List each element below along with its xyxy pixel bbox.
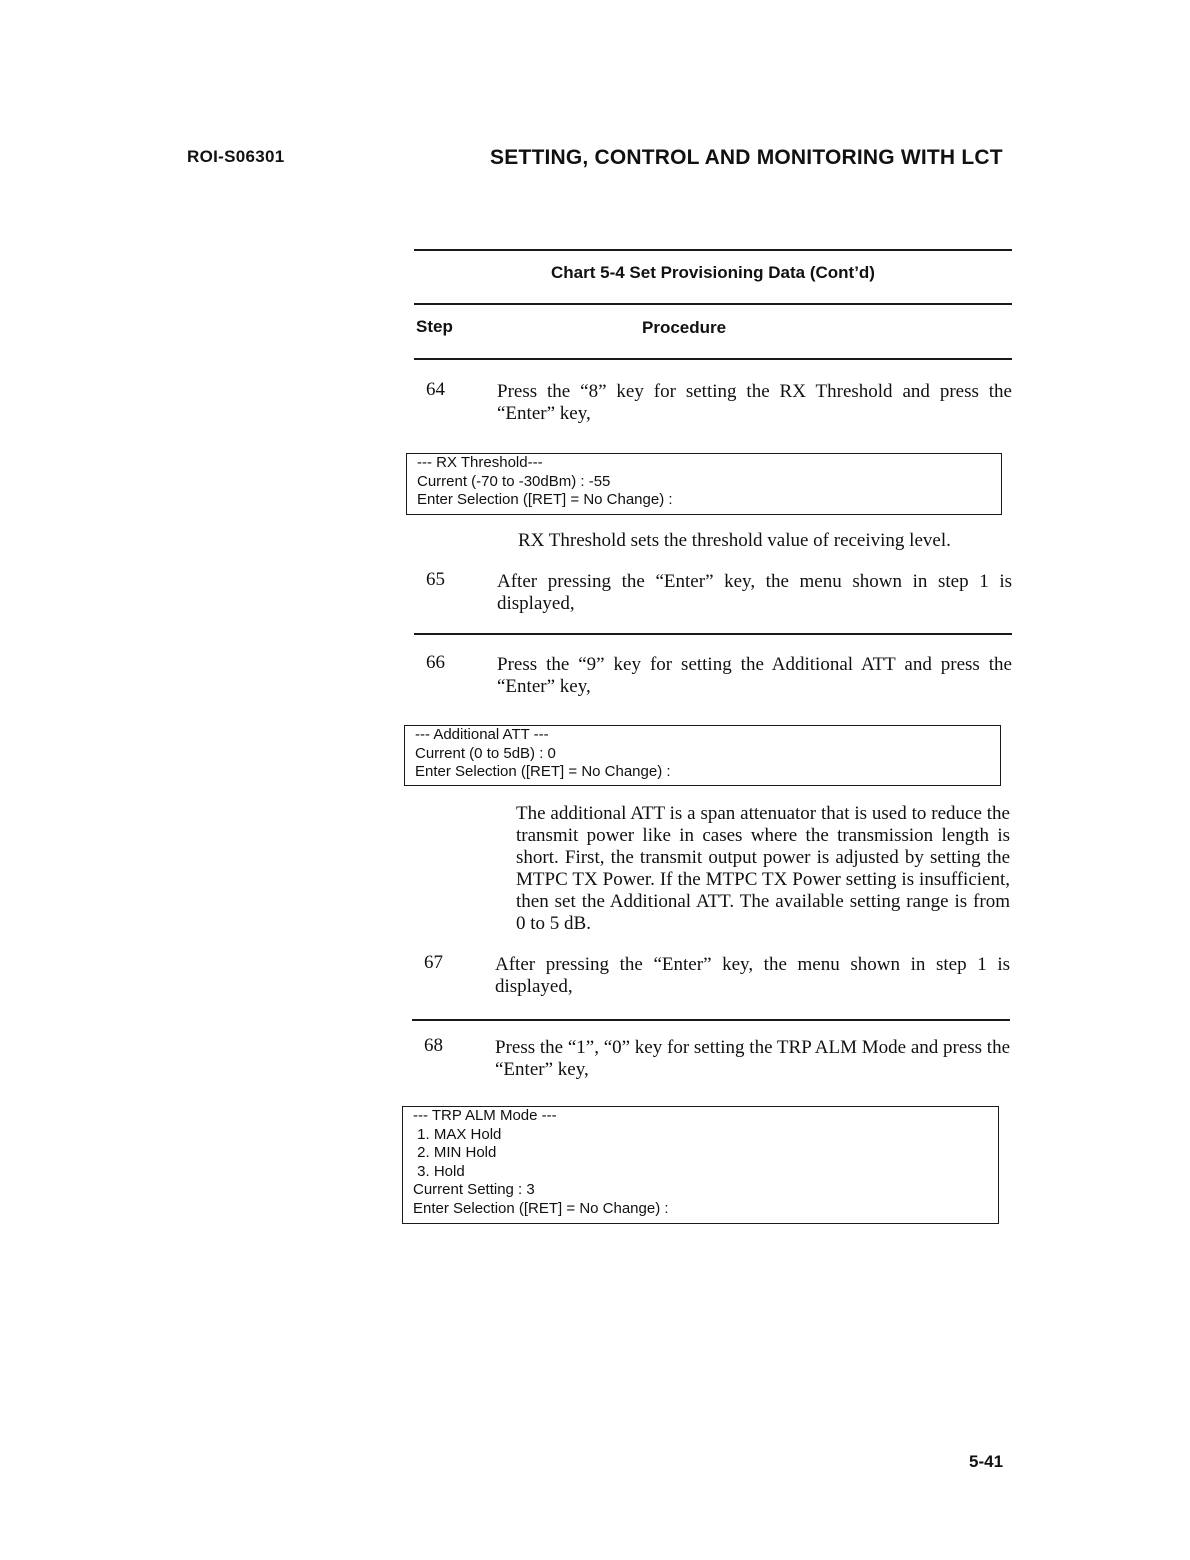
column-header-step: Step — [416, 317, 453, 336]
divider — [414, 249, 1012, 251]
note-rx-threshold: RX Threshold sets the threshold value of receiving level. — [518, 530, 951, 551]
step-number: 67 — [424, 952, 443, 973]
step-number: 66 — [426, 652, 445, 673]
step-number: 68 — [424, 1035, 443, 1056]
screen-line: --- TRP ALM Mode --- — [413, 1107, 557, 1124]
screen-line: Current (0 to 5dB) : 0 — [415, 744, 556, 762]
divider — [414, 303, 1012, 305]
screen-line: --- Additional ATT --- — [415, 726, 549, 743]
section-title: SETTING, CONTROL AND MONITORING WITH LCT — [490, 146, 1003, 169]
divider — [414, 358, 1012, 360]
step-text: After pressing the “Enter” key, the menu shown in step 1 is displayed, — [497, 571, 1012, 614]
terminal-screen-additional-att — [404, 725, 1001, 786]
chart-title: Chart 5-4 Set Provisioning Data (Cont’d) — [551, 263, 875, 282]
step-number: 65 — [426, 569, 445, 590]
document-id: ROI-S06301 — [187, 147, 285, 166]
step-text: Press the “1”, “0” key for setting the TRP ALM Mode and press the “Enter” key, — [495, 1037, 1011, 1080]
screen-line: 1. MAX Hold — [413, 1125, 502, 1143]
screen-line: Enter Selection ([RET] = No Change) : — [417, 491, 673, 508]
screen-line: 2. MIN Hold — [413, 1144, 497, 1161]
terminal-screen-rx-threshold — [406, 453, 1002, 515]
step-number: 64 — [426, 379, 445, 400]
note-additional-att: The additional ATT is a span attenuator that is used to reduce the transmit power like in cases where the transmission length is short. First, the transmit output power is adjusted by setting the MTPC TX Power. If the MTPC TX Power setting is insufficient, then set the Additional ATT. The available setting range is from 0 to 5 dB. — [516, 803, 1010, 934]
screen-line: Enter Selection ([RET] = No Change) : — [415, 763, 671, 780]
step-text: After pressing the “Enter” key, the menu shown in step 1 is displayed, — [495, 954, 1010, 997]
screen-line: Current (-70 to -30dBm) : -55 — [417, 472, 611, 490]
page-number: 5-41 — [969, 1452, 1004, 1471]
screen-line: Enter Selection ([RET] = No Change) : — [413, 1199, 669, 1217]
screen-line: Current Setting : 3 — [413, 1181, 535, 1198]
divider — [412, 1019, 1010, 1021]
column-header-procedure: Procedure — [642, 318, 727, 337]
step-text: Press the “9” key for setting the Additional ATT and press the “Enter” key, — [497, 654, 1012, 697]
step-text: Press the “8” key for setting the RX Threshold and press the “Enter” key, — [497, 381, 1012, 424]
screen-line: --- RX Threshold--- — [417, 454, 543, 471]
screen-line: 3. Hold — [413, 1162, 465, 1180]
terminal-screen-trp-alm-mode — [402, 1106, 999, 1224]
divider — [414, 633, 1012, 635]
